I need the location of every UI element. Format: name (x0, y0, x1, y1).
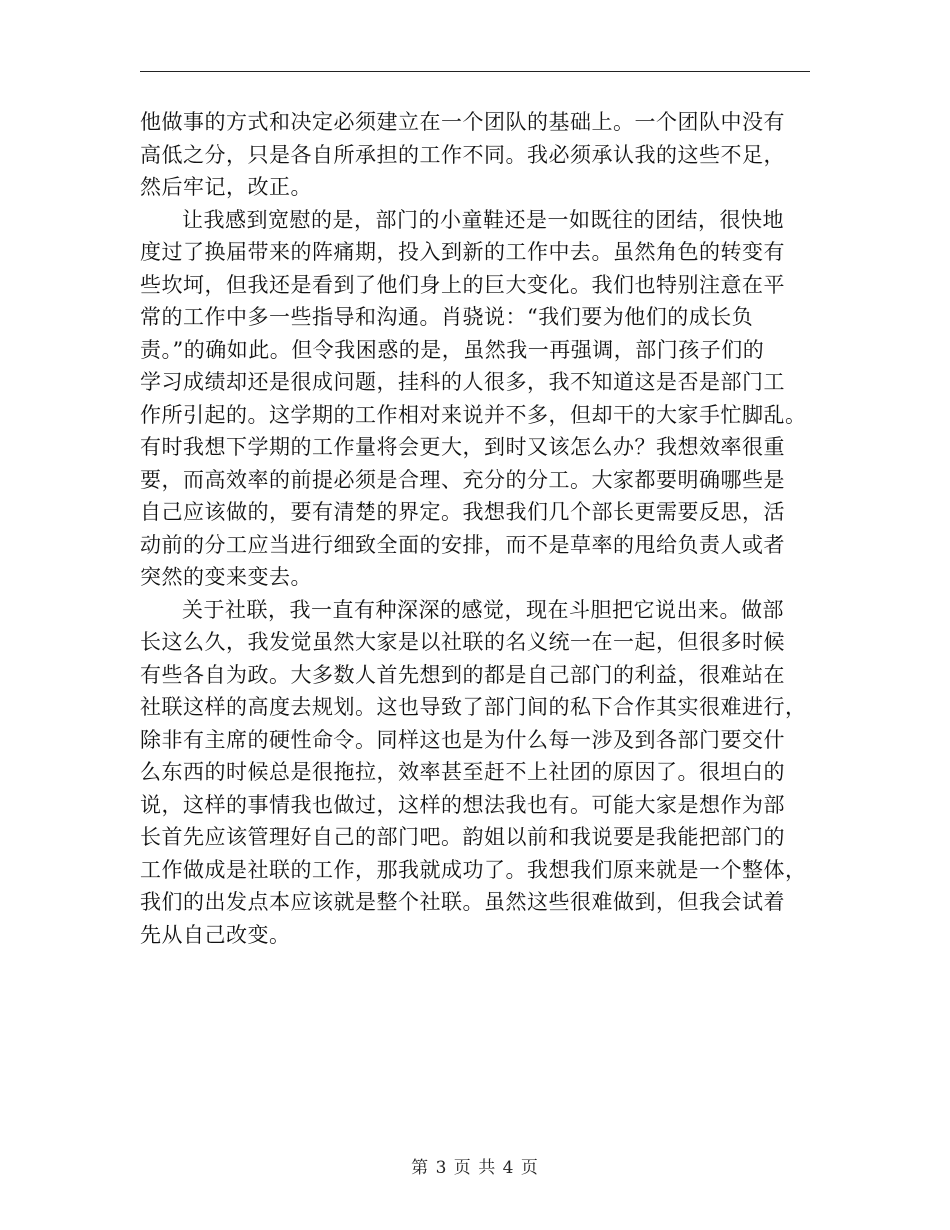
text-line: 说，这样的事情我也做过，这样的想法我也有。可能大家是想作为部 (140, 792, 785, 817)
text-line: 些坎坷，但我还是看到了他们身上的巨大变化。我们也特别注意在平 (140, 272, 785, 297)
paragraph (140, 204, 810, 594)
text-line: 作所引起的。这学期的工作相对来说并不多，但却干的大家手忙脚乱。 (140, 402, 807, 427)
text-line: 学习成绩却还是很成问题，挂科的人很多，我不知道这是否是部门工 (140, 370, 785, 394)
text-line: 动前的分工应当进行细致全面的安排，而不是草率的甩给负责人或者 (140, 532, 785, 557)
text-line: 责。”的确如此。但令我困惑的是，虽然我一再强调，部门孩子们的 (140, 337, 765, 362)
paragraph (140, 594, 810, 952)
text-line: 度过了换届带来的阵痛期，投入到新的工作中去。虽然角色的转变有 (140, 240, 785, 264)
text-line: 让我感到宽慰的是，部门的小童鞋还是一如既往的团结，很快地 (182, 207, 784, 232)
text-line: 有些各自为政。大多数人首先想到的都是自己部门的利益，很难站在 (140, 662, 785, 687)
text-line: 突然的变来变去。 (140, 565, 312, 589)
text-line: 要，而高效率的前提必须是合理、充分的分工。大家都要明确哪些是 (140, 467, 785, 492)
page-number-footer: 第 3 页 共 4 页 (411, 1158, 539, 1178)
text-line: 长首先应该管理好自己的部门吧。韵姐以前和我说要是我能把部门的 (140, 825, 785, 849)
text-line: 工作做成是社联的工作，那我就成功了。我想我们原来就是一个整体， (140, 857, 807, 882)
text-line: 有时我想下学期的工作量将会更大，到时又该怎么办？我想效率很重 (140, 435, 785, 459)
text-line: 常的工作中多一些指导和沟通。肖骁说：“我们要为他们的成长负 (140, 305, 754, 329)
text-line: 我们的出发点本应该就是整个社联。虽然这些很难做到，但我会试着 (140, 890, 785, 914)
header-rule (140, 71, 810, 72)
text-line: 先从自己改变。 (140, 922, 291, 947)
text-line: 然后牢记，改正。 (140, 175, 312, 199)
paragraph (140, 106, 810, 204)
text-line: 社联这样的高度去规划。这也导致了部门间的私下合作其实很难进行， (140, 695, 807, 719)
text-line: 他做事的方式和决定必须建立在一个团队的基础上。一个团队中没有 (140, 110, 785, 134)
text-line: 长这么久，我发觉虽然大家是以社联的名义统一在一起，但很多时候 (140, 630, 785, 654)
text-line: 高低之分，只是各自所承担的工作不同。我必须承认我的这些不足， (140, 142, 785, 167)
text-line: 除非有主席的硬性命令。同样这也是为什么每一涉及到各部门要交什 (140, 727, 785, 752)
text-line: 关于社联，我一直有种深深的感觉，现在斗胆把它说出来。做部 (182, 597, 784, 622)
text-line: 自己应该做的，要有清楚的界定。我想我们几个部长更需要反思，活 (140, 500, 785, 524)
text-line: 么东西的时候总是很拖拉，效率甚至赶不上社团的原因了。很坦白的 (140, 760, 785, 784)
document-body (140, 106, 810, 951)
